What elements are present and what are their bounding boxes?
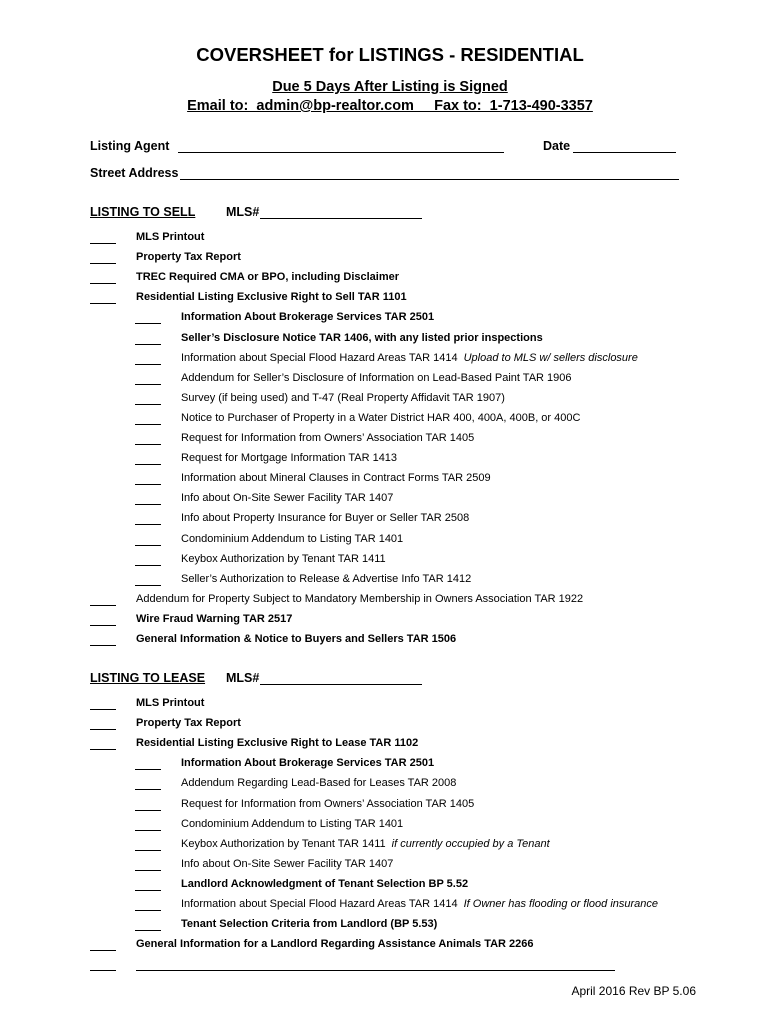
form-revision: April 2016 Rev BP 5.06 (571, 984, 696, 998)
checklist-item (181, 878, 468, 890)
checklist-item-label: Info about Property Insurance for Buyer or Seller TAR 2508 (181, 512, 470, 525)
checklist-item (181, 311, 434, 323)
checklist-item-label: Condominium Addendum to Listing TAR 1401 (181, 817, 404, 830)
checklist-item (136, 251, 241, 263)
checklist-item-label: Info about On-Site Sewer Facility TAR 1407 (181, 492, 394, 505)
checklist-item (181, 838, 550, 850)
checkbox-blank[interactable] (90, 749, 116, 750)
checkbox-blank[interactable] (135, 870, 161, 871)
checkbox-blank[interactable] (135, 504, 161, 505)
checklist-item (181, 452, 397, 464)
listing-agent-label: Listing Agent (90, 139, 170, 153)
checkbox-blank[interactable] (90, 243, 116, 244)
checkbox-blank[interactable] (135, 323, 161, 324)
checklist-item (181, 372, 572, 384)
checklist-item (181, 573, 471, 585)
checklist-item (136, 291, 407, 303)
checkbox-blank[interactable] (135, 524, 161, 525)
date-label: Date (543, 139, 571, 153)
checklist-item (181, 512, 469, 524)
checklist-item-label: Request for Mortgage Information TAR 1413 (181, 452, 398, 465)
checklist-item-label: Information about Special Flood Hazard Areas TAR 1414 (181, 898, 458, 910)
checklist-item-label: Condominium Addendum to Listing TAR 1401 (181, 532, 404, 545)
checklist-item (181, 757, 434, 769)
checklist-item-label: Seller’s Disclosure Notice TAR 1406, with any listed prior inspections (181, 331, 543, 344)
checklist-item (181, 777, 456, 789)
sell-mls-label: MLS# (226, 205, 260, 219)
checkbox-blank[interactable] (135, 890, 161, 891)
checkbox-blank[interactable] (90, 263, 116, 264)
checklist-item (181, 492, 393, 504)
checkbox-blank[interactable] (135, 364, 161, 365)
checkbox-blank[interactable] (135, 810, 161, 811)
checklist-item (136, 737, 418, 749)
page-title: COVERSHEET for LISTINGS - RESIDENTIAL (196, 44, 584, 65)
checklist-item-label: General Information for a Landlord Regarding Assistance Animals TAR 2266 (136, 938, 534, 951)
checklist-item-label: Keybox Authorization by Tenant TAR 1411 (181, 552, 386, 565)
checklist-item-label: Property Tax Report (136, 717, 241, 730)
checkbox-blank[interactable] (90, 950, 116, 951)
checklist-item-label: Information About Brokerage Services TAR 2501 (181, 311, 435, 324)
due-notice: Due 5 Days After Listing is Signed (272, 79, 508, 95)
checklist-item-label: Addendum for Seller’s Disclosure of Information on Lead-Based Paint TAR 1906 (181, 371, 572, 384)
checklist-item-label: Addendum for Property Subject to Mandatory Membership in Owners Association TAR 1922 (136, 592, 584, 605)
checkbox-blank[interactable] (135, 344, 161, 345)
checklist-item-label: Information About Brokerage Services TAR 2501 (181, 757, 435, 770)
checklist-item-label: Seller’s Authorization to Release & Advertise Info TAR 1412 (181, 572, 472, 585)
checkbox-blank[interactable] (135, 484, 161, 485)
checklist-item (136, 613, 292, 625)
date-field[interactable] (573, 152, 676, 153)
checklist-item-label: TREC Required CMA or BPO, including Disclaimer (136, 271, 400, 284)
lease-mls-field[interactable] (260, 684, 422, 685)
checkbox-blank[interactable] (135, 830, 161, 831)
checklist-item (136, 593, 583, 605)
checkbox-blank[interactable] (135, 545, 161, 546)
checklist-item-label: Property Tax Report (136, 251, 241, 264)
checkbox-blank[interactable] (135, 585, 161, 586)
checklist-item-label: MLS Printout (136, 697, 205, 709)
checkbox-blank[interactable] (135, 850, 161, 851)
checkbox-blank[interactable] (135, 769, 161, 770)
checklist-item-label: General Information & Notice to Buyers and Sellers TAR 1506 (136, 633, 457, 645)
checklist-item (181, 332, 543, 344)
checkbox-blank[interactable] (135, 464, 161, 465)
checkbox-blank[interactable] (135, 424, 161, 425)
checklist-item-label: Residential Listing Exclusive Right to Sell TAR 1101 (136, 291, 407, 304)
checklist-item-label: Wire Fraud Warning TAR 2517 (136, 612, 293, 625)
checklist-item-label: Addendum Regarding Lead-Based for Leases TAR 2008 (181, 777, 457, 790)
checklist-item-label: Residential Listing Exclusive Right to Lease TAR 1102 (136, 737, 419, 750)
checklist-item-label: Information about Mineral Clauses in Contract Forms TAR 2509 (181, 472, 491, 485)
checklist-item (181, 392, 505, 404)
checklist-item-label: Notice to Purchaser of Property in a Water District HAR 400, 400A, 400B, or 400C (181, 411, 581, 424)
checkbox-blank[interactable] (135, 789, 161, 790)
checklist-item (181, 533, 403, 545)
checklist-item (181, 818, 403, 830)
checklist-item-label: Request for Information from Owners’ Association TAR 1405 (181, 797, 475, 810)
checklist-item (136, 938, 534, 950)
checkbox-blank[interactable] (135, 565, 161, 566)
checklist-item-label: MLS Printout (136, 231, 205, 243)
checkbox-blank[interactable] (135, 384, 161, 385)
other-item-field[interactable] (136, 970, 615, 971)
checklist-item-label: Information about Special Flood Hazard Areas TAR 1414 (181, 351, 458, 364)
checklist-item-label: Landlord Acknowledgment of Tenant Selection BP 5.52 (181, 877, 469, 890)
checklist-item (181, 798, 474, 810)
street-address-field[interactable] (180, 179, 679, 180)
lease-heading: LISTING TO LEASE (90, 671, 206, 685)
checkbox-blank[interactable] (90, 303, 116, 304)
checklist-item (181, 858, 393, 870)
listing-agent-field[interactable] (178, 152, 504, 153)
checkbox-blank[interactable] (90, 645, 116, 646)
checkbox-blank[interactable] (90, 283, 116, 284)
checklist-item (181, 898, 658, 910)
sell-heading: LISTING TO SELL (90, 205, 196, 219)
checkbox-blank[interactable] (135, 930, 161, 931)
checklist-item (136, 717, 241, 729)
sell-section-header (90, 205, 195, 219)
checkbox-blank[interactable] (90, 625, 116, 626)
checkbox-blank[interactable] (90, 970, 116, 971)
contact-line: Email to: admin@bp-realtor.com Fax to: 1-713-490-3357 (187, 98, 593, 114)
sell-mls-field[interactable] (260, 218, 422, 219)
checkbox-blank[interactable] (135, 910, 161, 911)
checklist-item-label: Info about On-Site Sewer Facility TAR 1407 (181, 857, 394, 870)
checklist-item (181, 432, 474, 444)
checklist-item-label: Keybox Authorization by Tenant TAR 1411 (181, 837, 386, 850)
checklist-item (136, 271, 399, 283)
checklist-item-label: Survey (if being used) and T-47 (Real Property Affidavit TAR 1907) (181, 391, 505, 404)
checkbox-blank[interactable] (90, 729, 116, 730)
lease-mls-label: MLS# (226, 671, 260, 685)
checklist-item (181, 412, 580, 424)
checklist-item-label: Request for Information from Owners’ Association TAR 1405 (181, 432, 475, 444)
checkbox-blank[interactable] (90, 605, 116, 606)
lease-section-header (90, 671, 205, 685)
checklist-item (181, 918, 437, 930)
checklist-item (181, 553, 386, 565)
checklist-item (181, 352, 638, 364)
checklist-item-note: Upload to MLS w/ sellers disclosure (463, 351, 638, 364)
checklist-item (136, 231, 204, 243)
checkbox-blank[interactable] (135, 404, 161, 405)
checkbox-blank[interactable] (90, 709, 116, 710)
street-address-label: Street Address (90, 166, 179, 180)
checklist-item-note: if currently occupied by a Tenant (391, 837, 550, 850)
checklist-item (181, 472, 491, 484)
checklist-item-note: If Owner has flooding or flood insurance (463, 898, 659, 910)
checklist-item (136, 697, 204, 709)
checklist-item-label: Tenant Selection Criteria from Landlord (BP 5.53) (181, 918, 438, 931)
checklist-item (136, 633, 456, 645)
checkbox-blank[interactable] (135, 444, 161, 445)
